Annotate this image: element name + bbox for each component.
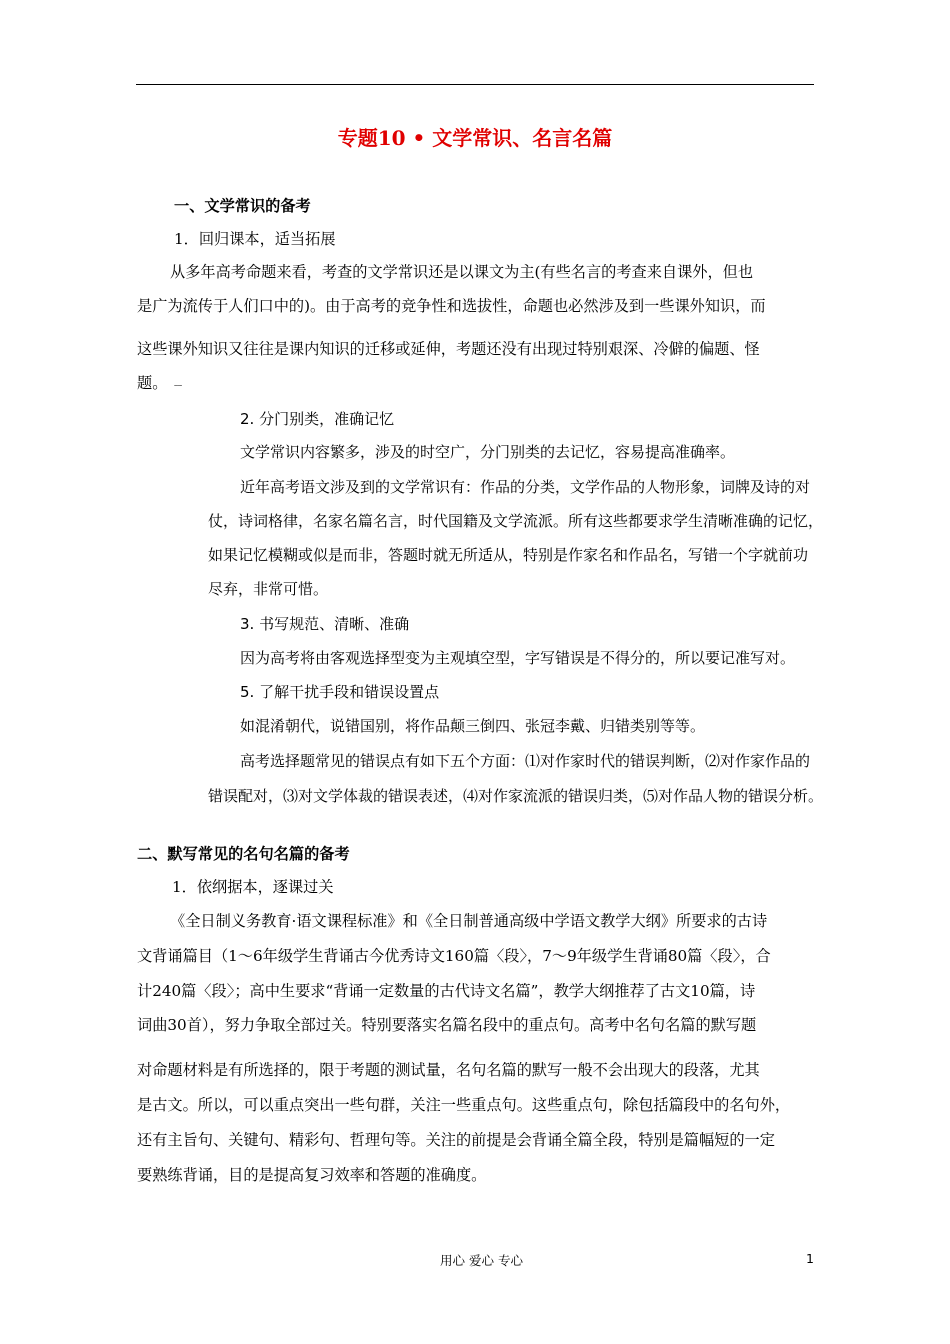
section2-p1-line: 文背诵篇目（1～6年级学生背诵古今优秀诗文160篇〈段〉，7～9年级学生背诵80篇〈段〉，合 bbox=[137, 947, 771, 965]
page-number: 1 bbox=[806, 1251, 814, 1266]
section1-p1-line: 这些课外知识又往往是课内知识的迁移或延伸，考题还没有出现过特别艰深、冷僻的偏题、怪 bbox=[137, 340, 760, 358]
footer-text: 用心 爱心 专心 bbox=[440, 1253, 523, 1268]
section1-p3-line: 如果记忆模糊或似是而非，答题时就无所适从，特别是作家名和作品名，写错一个字就前功 bbox=[208, 546, 809, 564]
section1-sub3: 3. 书写规范、清晰、准确 bbox=[240, 615, 410, 633]
section2-sub1: 1．依纲据本，逐课过关 bbox=[172, 878, 334, 896]
stray-mark: ㄧ bbox=[172, 379, 185, 393]
section2-p1-line: 对命题材料是有所选择的，限于考题的测试量，名句名篇的默写一般不会出现大的段落，尤其 bbox=[137, 1061, 760, 1079]
section1-p1-line: 是广为流传于人们口中的)。由于高考的竞争性和选拔性，命题也必然涉及到一些课外知识，而 bbox=[137, 297, 766, 315]
page-title: 专题10 • 文学常识、名言名篇 bbox=[337, 126, 613, 150]
section2-p1-line: 要熟练背诵，目的是提高复习效率和答题的准确度。 bbox=[137, 1166, 487, 1184]
section1-p1-line: 题。 bbox=[137, 374, 168, 392]
header-rule bbox=[136, 84, 814, 85]
section1-sub5: 5. 了解干扰手段和错误设置点 bbox=[240, 683, 440, 701]
section1-p3-line: 近年高考语文涉及到的文学常识有：作品的分类，文学作品的人物形象，词牌及诗的对 bbox=[240, 478, 811, 496]
section1-p1-line: 从多年高考命题来看，考查的文学常识还是以课文为主(有些名言的考查来自课外，但也 bbox=[170, 263, 754, 281]
section2-p1-line: 还有主旨句、关键句、精彩句、哲理句等。关注的前提是会背诵全篇全段，特别是篇幅短的一定 bbox=[137, 1131, 775, 1149]
section1-sub1: 1．回归课本，适当拓展 bbox=[174, 230, 336, 248]
section1-p4: 因为高考将由客观选择型变为主观填空型，字写错误是不得分的，所以要记准写对。 bbox=[240, 649, 796, 667]
section1-p3-line: 仗，诗词格律，名家名篇名言，时代国籍及文学流派。所有这些都要求学生清晰准确的记忆， bbox=[208, 512, 824, 530]
section1-p5: 如混淆朝代，说错国别，将作品颠三倒四、张冠李戴、归错类别等等。 bbox=[240, 717, 706, 735]
section2-p1-line: 是古文。所以，可以重点突出一些句群，关注一些重点句。这些重点句，除包括篇段中的名句外， bbox=[137, 1096, 791, 1114]
section1-sub2: 2. 分门别类，准确记忆 bbox=[240, 410, 395, 428]
section2-heading: 二、默写常见的名句名篇的备考 bbox=[137, 845, 350, 863]
section1-p3-line: 尽弃，非常可惜。 bbox=[208, 580, 329, 598]
section1-p2: 文学常识内容繁多，涉及的时空广，分门别类的去记忆，容易提高准确率。 bbox=[240, 443, 736, 461]
section2-p1-line: 词曲30首），努力争取全部过关。特别要落实名篇名段中的重点句。高考中名句名篇的默写题 bbox=[137, 1016, 757, 1034]
section2-p1-line: 《全日制义务教育·语文课程标准》和《全日制普通高级中学语文教学大纲》所要求的古诗 bbox=[170, 912, 768, 930]
section1-p6-line: 高考选择题常见的错误点有如下五个方面：⑴对作家时代的错误判断，⑵对作家作品的 bbox=[240, 752, 811, 770]
section1-p6-line: 错误配对，⑶对文学体裁的错误表述，⑷对作家流派的错误归类，⑸对作品人物的错误分析。 bbox=[208, 787, 824, 805]
section2-p1-line: 计240篇〈段〉；高中生要求“背诵一定数量的古代诗文名篇”，教学大纲推荐了古文10篇，诗 bbox=[137, 982, 756, 1000]
section1-heading: 一、文学常识的备考 bbox=[174, 197, 311, 215]
